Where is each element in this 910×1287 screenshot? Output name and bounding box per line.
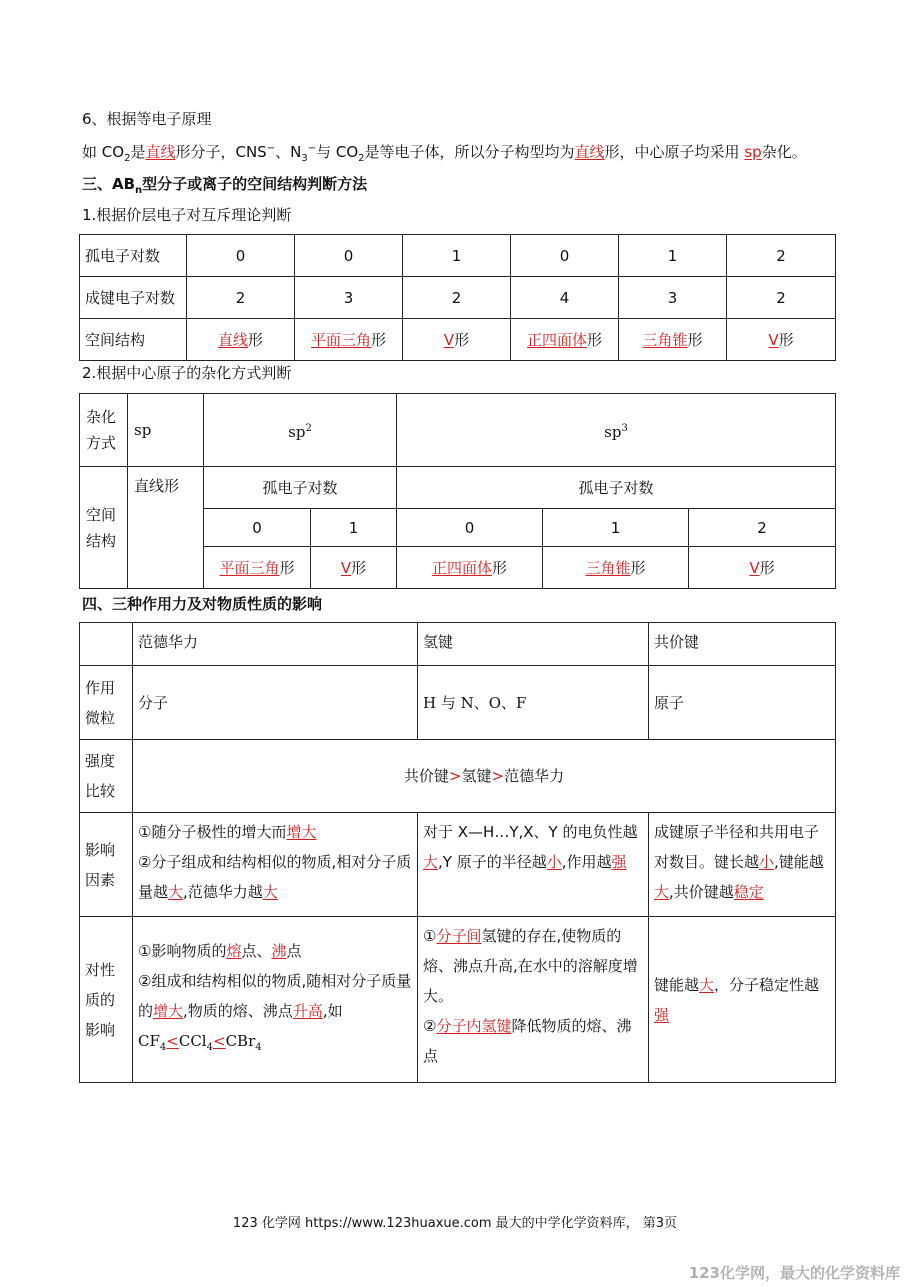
answer-shape: V [340, 558, 352, 577]
answer: 升高 [292, 1002, 323, 1020]
text-run: 如 CO [82, 143, 125, 161]
answer: 增大 [286, 823, 317, 841]
table-cell [619, 319, 727, 361]
text-run: ,作用越 [561, 853, 612, 871]
table-cell [511, 319, 619, 361]
shape-suffix: 形 [630, 558, 646, 577]
table-cell: 0 [204, 509, 311, 547]
answer-shape: 平面三角 [310, 330, 371, 349]
table-cell: 0 [295, 235, 403, 277]
shape-suffix: 形 [279, 558, 295, 577]
subscript: 3 [301, 153, 308, 164]
table-row [80, 740, 836, 813]
text-run: 是 [130, 143, 146, 161]
section-6-title: 6、根据等电子原理 [82, 110, 212, 128]
table-cell: 3 [295, 277, 403, 319]
formula: CBr [225, 1032, 256, 1050]
table-cell: 2 [689, 509, 836, 547]
table-cell [418, 813, 649, 917]
text-run: ,Y 原子的半径越 [438, 853, 547, 871]
label-line: 杂化 [86, 408, 117, 426]
col-header-vdw: 范德华力 [133, 623, 418, 666]
row-label-lone-pairs: 孤电子对数 [80, 235, 187, 277]
row-label-structure [80, 467, 128, 589]
table-cell [311, 547, 397, 589]
text-run: 型分子或离子的空间结构判断方法 [142, 175, 368, 193]
text-run: ,物质的熔、沸点 [183, 1002, 293, 1020]
label-line: 强度 [85, 752, 116, 770]
answer-shape: 平面三角 [219, 558, 280, 577]
row-label-hybrid [80, 394, 128, 467]
table-cell [689, 547, 836, 589]
hybrid-sp2 [204, 394, 397, 467]
table-cell [133, 813, 418, 917]
text-run: 范德华力 [504, 767, 565, 785]
answer: 沸 [271, 942, 287, 960]
table-cell: 1 [311, 509, 397, 547]
forces-table [79, 622, 836, 1083]
table-cell [295, 319, 403, 361]
table-row [80, 917, 836, 1083]
text-run: 与 CO [316, 143, 359, 161]
text-run: ,共价键越 [669, 883, 734, 901]
table-cell: 0 [511, 235, 619, 277]
answer: 小 [759, 853, 775, 871]
text-run: ① [423, 927, 437, 945]
answer: 大 [168, 883, 184, 901]
table-cell [649, 917, 836, 1083]
subscript: n [135, 185, 143, 196]
hybrid-sp: sp [128, 394, 204, 467]
answer: 熔 [226, 942, 242, 960]
shape-suffix: 形 [248, 330, 264, 349]
table-cell [204, 547, 311, 589]
table-cell [133, 917, 418, 1083]
text-run: 键能越 [654, 975, 700, 994]
answer-shape: V [749, 558, 760, 577]
table-cell [649, 813, 836, 917]
table-row [80, 666, 836, 740]
text-run: 杂化。 [761, 143, 807, 161]
shape-suffix: 形 [492, 558, 508, 577]
col-header-hbond: 氢键 [418, 623, 649, 666]
answer: 大 [699, 975, 715, 994]
table-cell: 2 [727, 235, 836, 277]
table-row [80, 277, 836, 319]
label-line: 微粒 [85, 708, 116, 727]
table-row [80, 467, 836, 509]
table-cell [418, 917, 649, 1083]
text-run: 是等电子体，所以分子构型均为 [364, 143, 575, 161]
text-run: 、N [275, 143, 302, 161]
answer: 小 [546, 853, 562, 871]
text-run: ①影响物质的 [138, 942, 227, 960]
table-row [80, 623, 836, 666]
subscript: 4 [206, 1042, 213, 1053]
shape-suffix: 形 [351, 558, 367, 577]
hybridization-subheading: 2.根据中心原子的杂化方式判断 [82, 364, 292, 382]
shape-suffix: 形 [687, 330, 703, 349]
label-line: 因素 [85, 870, 116, 889]
label-line: 比较 [85, 782, 116, 800]
table-cell [187, 319, 295, 361]
answer: 强 [611, 853, 627, 871]
col-header-covalent: 共价键 [649, 623, 836, 666]
answer: 稳定 [733, 883, 764, 901]
isoelectronic-paragraph [82, 141, 807, 164]
shape-suffix: 形 [587, 330, 603, 349]
label-line: 方式 [86, 434, 117, 452]
subscript: 4 [159, 1042, 167, 1053]
answer-sp: sp [744, 143, 762, 161]
text-run: ②组成和结构相似的物质,随相对分子质量的 [138, 972, 412, 1020]
table-cell: 分子 [133, 666, 418, 740]
row-label-strength [80, 740, 133, 813]
answer-shape: V [443, 330, 455, 349]
answer-shape: 正四面体 [431, 558, 492, 577]
row-label-bond-pairs: 成键电子对数 [80, 277, 187, 319]
text-run: ,键能越 [774, 853, 824, 871]
shape-suffix: 形 [778, 330, 794, 349]
table-row [80, 235, 836, 277]
label-line: 质的 [85, 990, 116, 1009]
text-run: 氢键的存在,使物质的熔、沸点升高,在水中的溶解度增大。 [423, 927, 638, 1005]
answer-shape: 正四面体 [526, 330, 587, 349]
shape-suffix: 形 [371, 330, 387, 349]
vsepr-subheading: 1.根据价层电子对互斥理论判断 [82, 206, 292, 224]
table-cell [727, 319, 836, 361]
answer-linear-2: 直线 [574, 143, 605, 161]
answer: 大 [423, 853, 439, 871]
hybridization-table [79, 393, 836, 589]
text-run: 形分子，CNS [175, 143, 267, 161]
table-cell: 2 [403, 277, 511, 319]
less-than: < [166, 1032, 179, 1050]
table-cell: 2 [187, 277, 295, 319]
answer: 增大 [153, 1002, 184, 1020]
answer-shape: 三角锥 [585, 558, 631, 577]
table-cell: 2 [727, 277, 836, 319]
table-cell: 0 [397, 509, 543, 547]
answer-linear: 直线 [145, 143, 176, 161]
table-cell: 0 [187, 235, 295, 277]
greater-than: > [448, 767, 462, 785]
label-line: 影响 [85, 1020, 116, 1039]
superscript: − [266, 143, 276, 154]
text-run: ①随分子极性的增大而 [138, 823, 287, 841]
row-label-effects [80, 917, 133, 1083]
answer: 分子间 [436, 927, 482, 945]
text-run: ，分子稳定性越 [714, 975, 820, 994]
section-4-heading: 四、三种作用力及对物质性质的影响 [82, 595, 323, 613]
table-cell: H 与 N、O、F [418, 666, 649, 740]
superscript: 2 [305, 422, 312, 434]
table-cell: 1 [543, 509, 689, 547]
watermark: 123化学网，最大的化学资料库 [688, 1264, 900, 1282]
subscript: 2 [358, 153, 365, 164]
answer-shape: V [768, 330, 779, 349]
subscript: 2 [124, 153, 131, 164]
text-run: sp [604, 422, 622, 441]
answer-shape: 三角锥 [642, 330, 688, 349]
text-run: sp [288, 422, 306, 441]
row-label-particle [80, 666, 133, 740]
formula: CCl [178, 1032, 207, 1050]
text-run: 三、AB [82, 175, 136, 193]
lone-pair-header: 孤电子对数 [204, 467, 397, 509]
text-run: ,范德华力越 [183, 883, 263, 901]
vsepr-table [79, 234, 836, 361]
superscript: 3 [621, 422, 628, 434]
answer: 大 [262, 883, 278, 901]
label-line: 结构 [86, 531, 117, 550]
table-cell: 原子 [649, 666, 836, 740]
hybrid-sp3 [397, 394, 836, 467]
table-row [80, 319, 836, 361]
table-row [80, 394, 836, 467]
label-line: 空间 [86, 505, 117, 524]
table-cell: 4 [511, 277, 619, 319]
linear-shape: 直线形 [128, 467, 204, 589]
table-row [80, 813, 836, 917]
text-run: 对于 X—H…Y,X、Y 的电负性越 [423, 823, 638, 841]
text-run: 形，中心原子均采用 [604, 143, 740, 161]
answer: 强 [654, 1005, 670, 1024]
page-footer: 123 化学网 https://www.123huaxue.com 最大的中学化学资料库， 第3页 [232, 1216, 678, 1231]
answer-shape: 直线 [217, 330, 248, 349]
text-run: ②分子组成和结构相似的物质,相对分子质量越 [138, 853, 412, 901]
shape-suffix: 形 [759, 558, 775, 577]
superscript: − [307, 143, 317, 154]
text-run: 点、 [241, 942, 272, 960]
greater-than: > [491, 767, 505, 785]
lone-pair-header: 孤电子对数 [397, 467, 836, 509]
text-run: ② [423, 1017, 437, 1035]
row-label-factors [80, 813, 133, 917]
table-cell [543, 547, 689, 589]
answer: 分子内氢键 [436, 1017, 512, 1035]
table-cell: 3 [619, 277, 727, 319]
label-line: 影响 [85, 840, 116, 859]
text-run: ,如 [322, 1002, 343, 1020]
text-run: 成键原子半径和共用电子对数目。键长越 [654, 823, 820, 871]
subscript: 4 [255, 1042, 262, 1053]
table-cell: 1 [619, 235, 727, 277]
row-label-shape: 空间结构 [80, 319, 187, 361]
formula: CF [138, 1032, 160, 1050]
section-3-heading [82, 173, 367, 196]
shape-suffix: 形 [454, 330, 470, 349]
text-run: 降低物质的熔、沸点 [423, 1017, 632, 1065]
table-cell: 1 [403, 235, 511, 277]
answer: 大 [654, 883, 670, 901]
label-line: 作用 [85, 678, 116, 697]
text-run: 共价键 [403, 767, 449, 785]
less-than: < [212, 1032, 226, 1050]
table-cell [397, 547, 543, 589]
label-line: 对性 [85, 960, 116, 979]
corner-cell [80, 623, 133, 666]
strength-comparison [133, 740, 836, 813]
text-run: 点 [286, 942, 302, 960]
text-run: 氢键 [461, 767, 492, 785]
table-cell [403, 319, 511, 361]
